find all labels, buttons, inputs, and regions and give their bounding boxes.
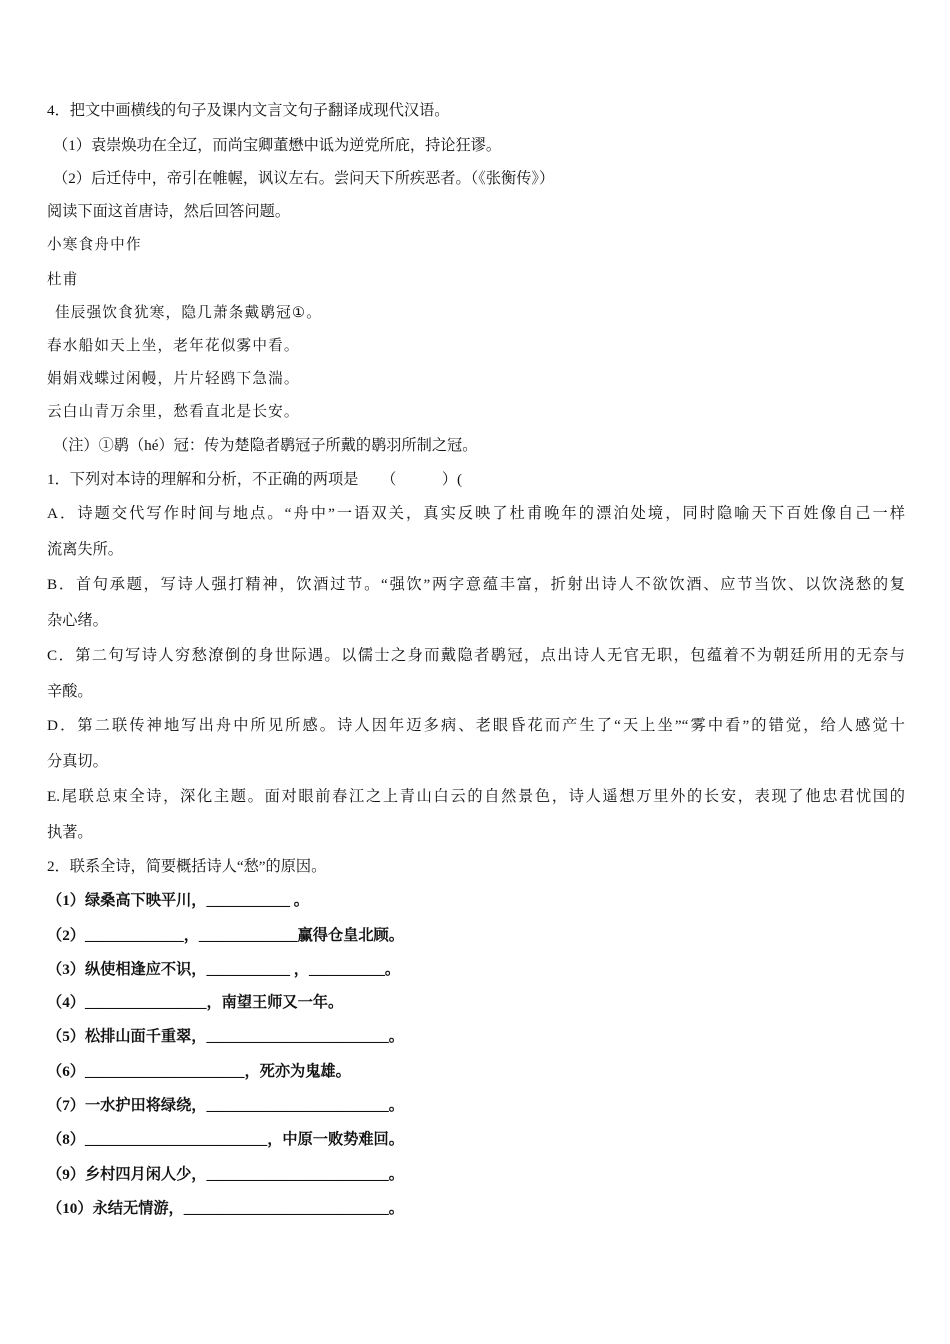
poem-author: 杜甫 — [47, 271, 79, 288]
option-b-line-1: B．首句承题，写诗人强打精神，饮酒过节。“强饮”两字意蕴丰富，折射出诗人不欲饮酒、应节当饮、以饮浇愁的复 — [47, 576, 905, 593]
q4-sentence-1: （1）袁崇焕功在全辽，而尚宝卿董懋中诋为逆党所庇，持论狂谬。 — [53, 137, 502, 154]
fill-blank-item: （6）_____________________，死亦为鬼雄。 — [47, 1063, 351, 1080]
poem-line: 云白山青万余里，愁看直北是长安。 — [47, 403, 300, 420]
option-d-line-2: 分真切。 — [47, 753, 108, 770]
reading-intro: 阅读下面这首唐诗，然后回答问题。 — [47, 203, 290, 220]
question-1-stem: 1．下列对本诗的理解和分析，不正确的两项是 （ ）( — [47, 471, 463, 488]
question-2-stem: 2．联系全诗，简要概括诗人“愁”的原因。 — [47, 858, 327, 875]
fill-blank-item: （3）纵使相逢应不识，___________ ，__________。 — [47, 961, 401, 978]
fill-blank-item: （8）________________________，中原一败势难回。 — [47, 1131, 404, 1148]
poem-note: （注）①鹖（hé）冠：传为楚隐者鹖冠子所戴的鹖羽所制之冠。 — [53, 437, 478, 454]
fill-blank-item: （2）_____________，_____________赢得仓皇北顾。 — [47, 927, 404, 944]
q4-title: 4．把文中画横线的句子及课内文言文句子翻译成现代汉语。 — [47, 102, 450, 119]
fill-blank-item: （4）________________，南望王师又一年。 — [47, 994, 344, 1011]
fill-blank-item: （7）一水护田将绿绕，________________________。 — [47, 1097, 404, 1114]
fill-blank-item: （10）永结无情游，___________________________。 — [47, 1200, 404, 1217]
poem-line: 佳辰强饮食犹寒，隐几萧条戴鹖冠①。 — [55, 304, 322, 321]
poem-line: 娟娟戏蝶过闲幔，片片轻鸥下急湍。 — [47, 370, 300, 387]
q4-sentence-2: （2）后迁侍中，帝引在帷幄，讽议左右。尝问天下所疾恶者。（《张衡传》） — [53, 170, 555, 187]
option-e-line-2: 执著。 — [47, 824, 93, 841]
poem-title: 小寒食舟中作 — [47, 236, 142, 253]
option-b-line-2: 杂心绪。 — [47, 612, 108, 629]
poem-line: 春水船如天上坐，老年花似雾中看。 — [47, 337, 300, 354]
option-c-line-1: C．第二句写诗人穷愁潦倒的身世际遇。以儒士之身而戴隐者鹖冠，点出诗人无官无职，包蕴着不为朝廷所用的无奈与 — [47, 647, 905, 664]
option-c-line-2: 辛酸。 — [47, 683, 93, 700]
fill-blank-item: （1）绿桑高下映平川，___________ 。 — [47, 892, 309, 909]
fill-blank-item: （5）松排山面千重翠，________________________。 — [47, 1028, 404, 1045]
option-d-line-1: D．第二联传神地写出舟中所见所感。诗人因年迈多病、老眼昏花而产生了“天上坐”“雾中看”的错觉，给人感觉十 — [47, 717, 905, 734]
option-a-line-2: 流离失所。 — [47, 541, 123, 558]
option-e-line-1: E.尾联总束全诗，深化主题。面对眼前春江之上青山白云的自然景色，诗人遥想万里外的长安，表现了他忠君忧国的 — [47, 788, 905, 805]
option-a-line-1: A．诗题交代写作时间与地点。“舟中”一语双关，真实反映了杜甫晚年的漂泊处境，同时隐喻天下百姓像自己一样 — [47, 505, 905, 522]
fill-blank-item: （9）乡村四月闲人少，________________________。 — [47, 1166, 404, 1183]
